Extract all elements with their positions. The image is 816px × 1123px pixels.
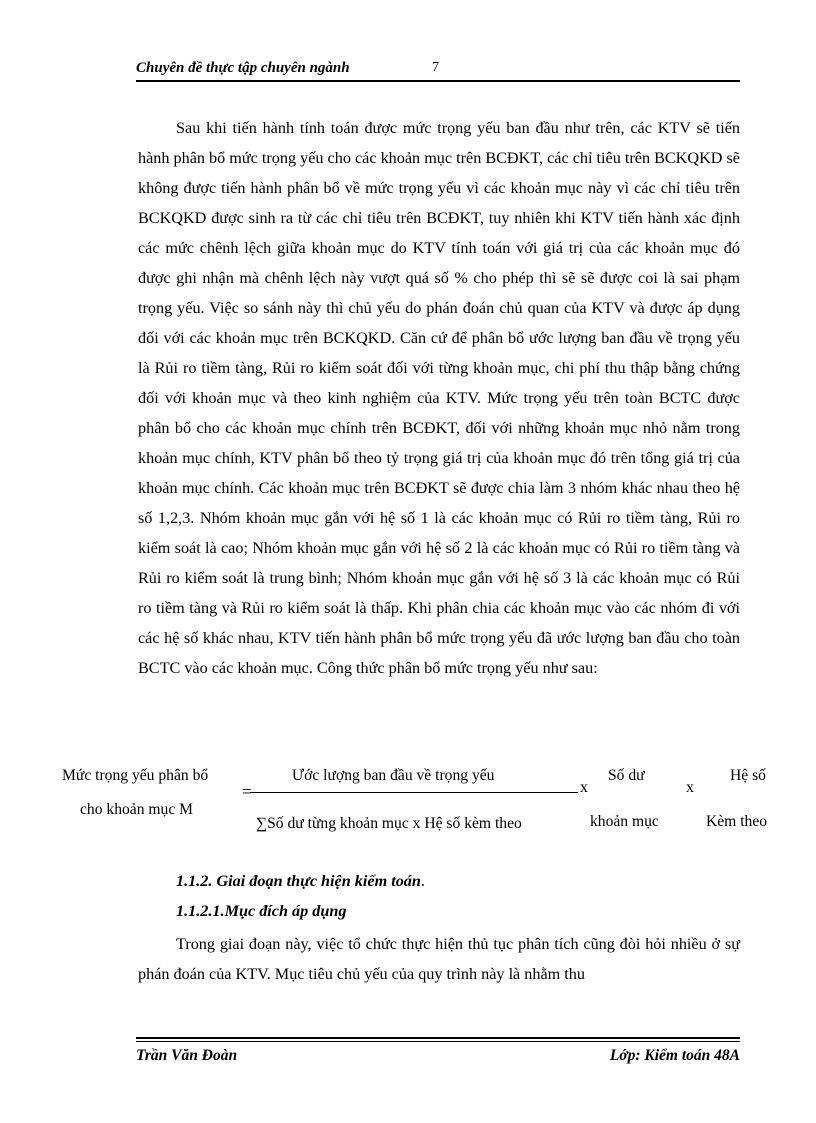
section-heading-2: 1.1.2.1.Mục đích áp dụng (176, 902, 347, 920)
formula-equals: = (242, 782, 252, 801)
section-heading-1-dot: . (420, 872, 425, 890)
footer-rule-thin (136, 1041, 740, 1042)
section-body (138, 929, 740, 989)
formula-factor1-line2: khoản mục (590, 813, 659, 830)
main-body (138, 113, 740, 683)
formula-fraction-line (250, 792, 578, 793)
footer-class: Lớp: Kiểm toán 48A (609, 1047, 740, 1064)
page-footer (136, 1037, 740, 1077)
paragraph-execution-stage: Trong giai đoạn này, việc tổ chức thực hiện thủ tục phân tích cũng đòi hỏi nhiều ở sự phán đoán của KTV. Mục tiêu chủ yếu của quy trình này là nhằm thu (138, 935, 740, 983)
allocation-formula (0, 764, 816, 844)
formula-factor2-line1: Hệ số (730, 767, 766, 784)
section-heading-1-text: 1.1.2. Giai đoạn thực hiện kiểm toán (176, 872, 421, 890)
formula-times-1: x (580, 779, 588, 796)
paragraph-allocation: Sau khi tiến hành tính toán được mức trọng yếu ban đầu như trên, các KTV sẽ tiến hành phân bổ mức trọng yếu cho các khoản mục trên BCĐKT, các chỉ tiêu trên BCKQKD sẽ không được tiến hành phân bổ về mức trọng yếu vì các khoản mục này vì các chỉ tiêu trên BCKQKD được sinh ra từ các chỉ tiêu trên BCĐKT, tuy nhiên khi KTV tiến hành xác định các mức chênh lệch giữa khoản mục do KTV tính toán với giá trị của các khoản mục đó được ghi nhận mà chênh lệch này vượt quá số % cho phép thì sẽ sẽ được coi là sai phạm trọng yếu. Việc so sánh này thì chủ yếu do phán đoán chủ quan của KTV và được áp dụng đối với các khoản mục trên BCKQKD. Căn cứ để phân bổ ước lượng ban đầu về trọng yếu là Rủi ro tiềm tàng, Rủi ro kiểm soát đối với từng khoản mục, chi phí thu thập bằng chứng đối với khoản mục và theo kinh nghiệm của KTV. Mức trọng yếu trên toàn BCTC được phân bổ cho các khoản mục chính trên BCĐKT, đối với những khoản mục nhỏ nằm trong khoản mục chính, KTV phân bổ theo tỷ trọng giá trị của khoản mục đó trên tổng giá trị của khoản mục chính. Các khoản mục trên BCĐKT sẽ được chia làm 3 nhóm khác nhau theo hệ số 1,2,3. Nhóm khoản mục gắn với hệ số 1 là các khoản mục có Rủi ro tiềm tàng, Rủi ro kiểm soát là cao; Nhóm khoản mục gắn với hệ số 2 là các khoản mục có Rủi ro tiềm tàng và Rủi ro kiểm soát là trung bình; Nhóm khoản mục gắn với hệ số 3 là các khoản mục có Rủi ro tiềm tàng và Rủi ro kiểm soát là thấp. Khi phân chia các khoản mục vào các nhóm đi với các hệ số khác nhau, KTV tiến hành phân bổ mức trọng yếu đã ước lượng ban đầu cho toàn BCTC vào các khoản mục. Công thức phân bổ mức trọng yếu như sau: (138, 119, 740, 677)
page-header (136, 58, 740, 84)
header-rule (136, 80, 740, 82)
formula-factor2-line2: Kèm theo (706, 813, 768, 830)
page-number: 7 (432, 60, 439, 75)
formula-numerator: Ước lượng ban đầu về trọng yếu (292, 767, 495, 784)
header-title: Chuyên đề thực tập chuyên ngành (136, 60, 350, 76)
formula-factor1-line1: Số dư (608, 767, 645, 784)
formula-lhs-line2: cho khoản mục M (80, 801, 194, 818)
footer-rule (136, 1037, 740, 1039)
section-heading-1 (138, 872, 740, 891)
footer-author: Trần Văn Đoàn (136, 1047, 238, 1064)
formula-denominator: ∑Số dư từng khoản mục x Hệ số kèm theo (256, 815, 522, 832)
formula-times-2: x (686, 779, 694, 796)
formula-lhs-line1: Mức trọng yếu phân bổ (62, 767, 209, 784)
